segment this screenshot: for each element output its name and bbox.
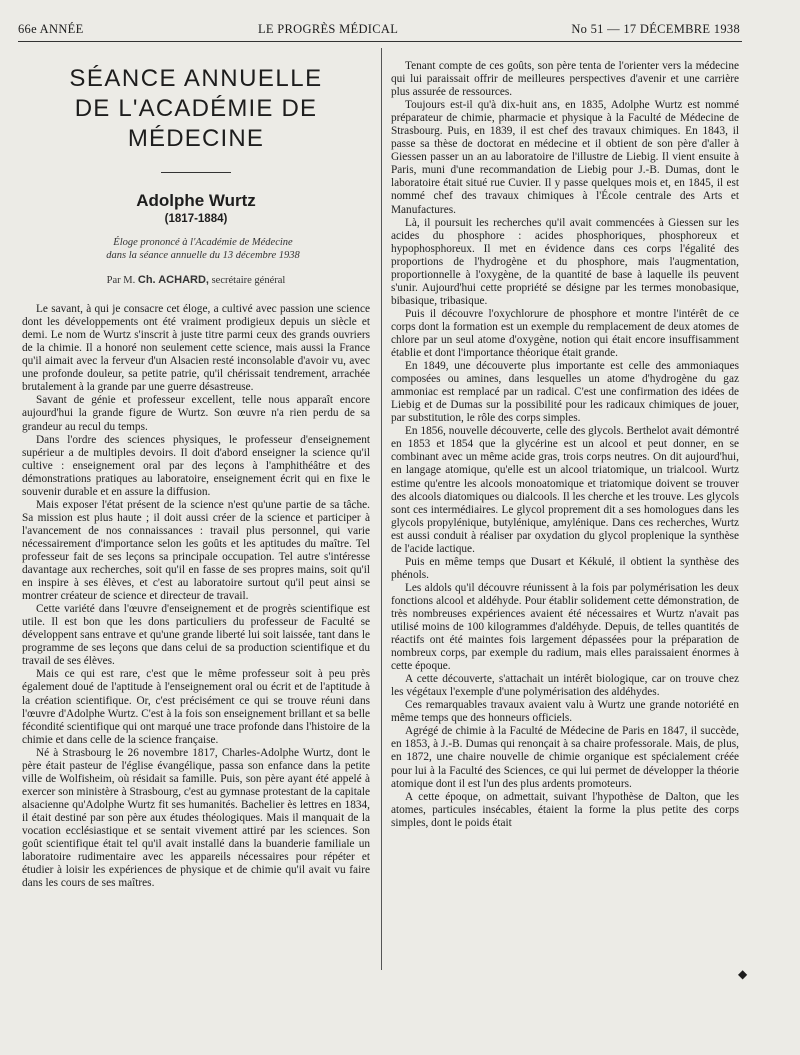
- volume-year: 66e ANNÉE: [18, 22, 84, 36]
- paragraph: Mais exposer l'état présent de la science n'est qu'une partie de sa tâche. Sa mission est plus haute ; il doit aussi créer de la science et participer à l'avancement de nos connaissances : travail plus personnel, qui varie nécessairement d'importance selon les goûts et les aptitudes du maître. Tel professeur fait de ses leçons sa principale occupation. Tel autre s'intéresse davantage aux recherches, soit qu'il en fasse de ses propres mains, soit qu'il en inspire à ses élèves, et c'est au laboratoire surtout qu'il peut ainsi se montrer créateur de science et directeur de travail.: [22, 498, 370, 603]
- subject-name: Adolphe Wurtz: [136, 191, 256, 210]
- paragraph: Ces remarquables travaux avaient valu à Wurtz une grande notoriété en même temps que des honneurs officiels.: [391, 699, 739, 725]
- title-rule: [161, 172, 231, 173]
- eloge-line-2: dans la séance annuelle du 13 décembre 1938: [106, 250, 300, 262]
- article-title-block: [22, 64, 370, 287]
- title-line-2: DE L'ACADÉMIE DE MÉDECINE: [74, 95, 318, 152]
- paragraph: Les aldols qu'il découvre réunissent à la fois par polymérisation les deux fonctions alcool et aldéhyde. Pour établir solidement cette démonstration, de très nombreuses expériences avaient été nécessaires et Wurtz n'avait pas utilisé moins de 100 kilogrammes d'aldéhyde. Depuis, de telles quantités de réactifs ont été maintes fois largement dépassées pour la préparation de nombreux corps, par exemple du radium, mais elles paraissaient énormes à cette époque.: [391, 581, 739, 673]
- paragraph: Là, il poursuit les recherches qu'il avait commencées à Giessen sur les acides du phosphore : acides phosphoriques, phosphoreux et hypophosphoreux. Il met en évidence dans ces corps l'égalité des proportions de l'hydrogène et du phosphore, mais l'augmentation, proportionnelle à l'oxygène, de la quantité de base à laquelle ils peuvent s'unir. Aujourd'hui cette propriété se désigne par les termes monobasique, bibasique, tribasique.: [391, 216, 739, 307]
- subject-dates: (1817-1884): [164, 213, 228, 225]
- header-rule: [18, 41, 742, 42]
- paragraph: A cette découverte, s'attachait un intérêt biologique, car on trouve chez les végétaux l'exemple d'une polymérisation des aldéhydes.: [391, 673, 739, 699]
- journal-title: LE PROGRÈS MÉDICAL: [258, 22, 399, 36]
- title-line-1: SÉANCE ANNUELLE: [69, 65, 323, 92]
- paragraph: En 1856, nouvelle découverte, celle des glycols. Berthelot avait démontré en 1853 et 1854 que la glycérine est un alcool et peut donner, en se combinant avec un même acide gras, trois corps neutres. On dit aujourd'hui, en langage atomique, qu'elle est un alcool triatomique, un trialcool. Wurtz estime qu'entre les alcools monoatomique et triatomique doivent se trouver des alcools diatomiques ou dialcools. Il les cherche et les trouve. Les glycols sont ces intermédiaires. Le glycol proprement dit a ses homologues dans les glycols propylénique, butylénique, amylénique. Dans ces recherches, Wurtz est aussi conduit à réaliser par oxydation du glycol proplenique la synthèse de l'acide lactique.: [391, 425, 739, 555]
- paragraph: A cette époque, on admettait, suivant l'hypothèse de Dalton, que les atomes, particules insécables, étaient la forme la plus petite des corps simples, dont le poids était: [391, 790, 739, 829]
- paragraph: Puis en même temps que Dusart et Kékulé, il obtient la synthèse des phénols.: [391, 555, 739, 581]
- byline-role: secrétaire général: [211, 275, 286, 287]
- continuation-mark: ◆: [738, 967, 748, 981]
- left-column: [22, 58, 370, 890]
- eloge-line-1: Éloge prononcé à l'Académie de Médecine: [113, 237, 293, 249]
- byline: [22, 274, 370, 287]
- paragraph: Cette variété dans l'œuvre d'enseignement et de progrès scientifique est utile. Il est bon que les dons particuliers du professeur de Faculté se développent sans entrave et qu'une grande liberté lui soit laissée, tant dans le programme de ses leçons que dans celui de sa production scientifique et du travail de ses élèves.: [22, 603, 370, 668]
- paragraph: Tenant compte de ces goûts, son père tenta de l'orienter vers la médecine qui lui paraissait offrir de meilleures perspectives d'avenir et une carrière plus assurée de ressources.: [391, 60, 739, 99]
- paragraph: Toujours est-il qu'à dix-huit ans, en 1835, Adolphe Wurtz est nommé préparateur de chimie, pharmacie et physique à la Faculté de Médecine de Strasbourg. Puis, en 1839, il est chef des travaux chimiques. En 1843, il passe sa thèse de doctorat en médecine et il obtient de son père d'aller à Giessen passer un an au laboratoire de l'illustre de Liebig. Il vient ensuite à Paris, muni d'une recommandation de Liebig pour J.-B. Dumas, dont le laboratoire était situé rue Cuvier. Il y passe quelques mois et, en 1845, il est nommé chef des travaux chimiques à l'École centrale des Arts et Manufactures.: [391, 99, 739, 216]
- paragraph: Né à Strasbourg le 26 novembre 1817, Charles-Adolphe Wurtz, dont le père était pasteur de l'église évangélique, passa son enfance dans la petite ville de Wolfisheim, où résidait sa famille. Puis, son père ayant été appelé à exercer son ministère à Strasbourg, c'est au gymnase protestant de la capitale alsacienne qu'Adolphe Wurtz fit ses humanités. Bachelier ès lettres en 1834, il était destiné par son père aux études théologiques. Mais il manquait de la vocation ecclésiastique et se sentait vivement attiré par les sciences. Son goût scientifique était tel qu'il avait installé dans la buanderie familiale un laboratoire rudimentaire avec les appareils nécessaires pour répéter et étudier à loisir les expériences de physique et de chimie qu'il avait vu faire dans les cours de ses maîtres.: [22, 746, 370, 890]
- byline-author: Ch. ACHARD,: [137, 274, 209, 287]
- paragraph: Le savant, à qui je consacre cet éloge, a cultivé avec passion une science dont les développements ont été vraiment prodigieux depuis un siècle et demi. Le nom de Wurtz s'inscrit à juste titre parmi ceux des grands ouvriers de la chimie. Il a honoré non seulement cette science, mais aussi la France qu'il aimait avec la ferveur d'un Alsacien resté inconsolable d'avoir vu, avec une profonde douleur, sa petite patrie, qu'il chérissait tendrement, arrachée brutalement à la grande par une guerre désastreuse.: [22, 303, 370, 394]
- paragraph: Savant de génie et professeur excellent, telle nous apparaît encore aujourd'hui la grande figure de Wurtz. Son œuvre n'a rien perdu de sa grandeur au recul du temps.: [22, 394, 370, 433]
- paragraph: En 1849, une découverte plus importante est celle des ammoniaques composées ou amines, dans lesquelles un atome d'hydrogène du gaz ammoniac est remplacé par un radical. C'est une confirmation des idées de Liebig et de Dumas sur la possibilité pour les radicaux chimiques de jouer, par substitution, le rôle des corps simples.: [391, 360, 739, 425]
- running-header: [18, 22, 740, 38]
- column-divider: [381, 48, 382, 970]
- byline-prefix: Par M.: [106, 275, 136, 287]
- paragraph: Dans l'ordre des sciences physiques, le professeur d'enseignement supérieur a de multiples devoirs. Il doit d'abord enseigner la science qu'il cultive : enseignement oral par des leçons à l'amphithéâtre et des démonstrations pratiques au laboratoire, enseignement écrit qui en fixe le souvenir durable et en assure la diffusion.: [22, 433, 370, 498]
- paragraph: Puis il découvre l'oxychlorure de phosphore et montre l'intérêt de ce corps dont la formation est un exemple du remplacement de deux atomes de chlore par un seul atome d'oxygène, notion qui était encore insuffisamment établie et dont l'importance théorique était grande.: [391, 307, 739, 360]
- right-column: [391, 60, 739, 830]
- issue-date: No 51 — 17 DÉCEMBRE 1938: [571, 22, 740, 36]
- paragraph: Agrégé de chimie à la Faculté de Médecine de Paris en 1847, il succède, en 1853, à J.-B. Dumas qui renonçait à sa chaire professorale. Mais, de plus, en 1872, une chaire nouvelle de chimie organique est spécialement créée pour lui à la Faculté des Sciences, ce qui lui permet de développer la théorie atomique dont il est l'un des plus ardents promoteurs.: [391, 725, 739, 790]
- paragraph: Mais ce qui est rare, c'est que le même professeur soit à peu près également doué de l'aptitude à l'enseignement oral ou écrit et de l'aptitude à la création scientifique. Or, c'est précisément ce qui se trouve réuni dans l'œuvre d'Adolphe Wurtz. C'est à la fois son enseignement brillant et sa belle fécondité scientifique qui ont marqué une trace profonde dans l'histoire de la chimie et dans celle de la science française.: [22, 668, 370, 746]
